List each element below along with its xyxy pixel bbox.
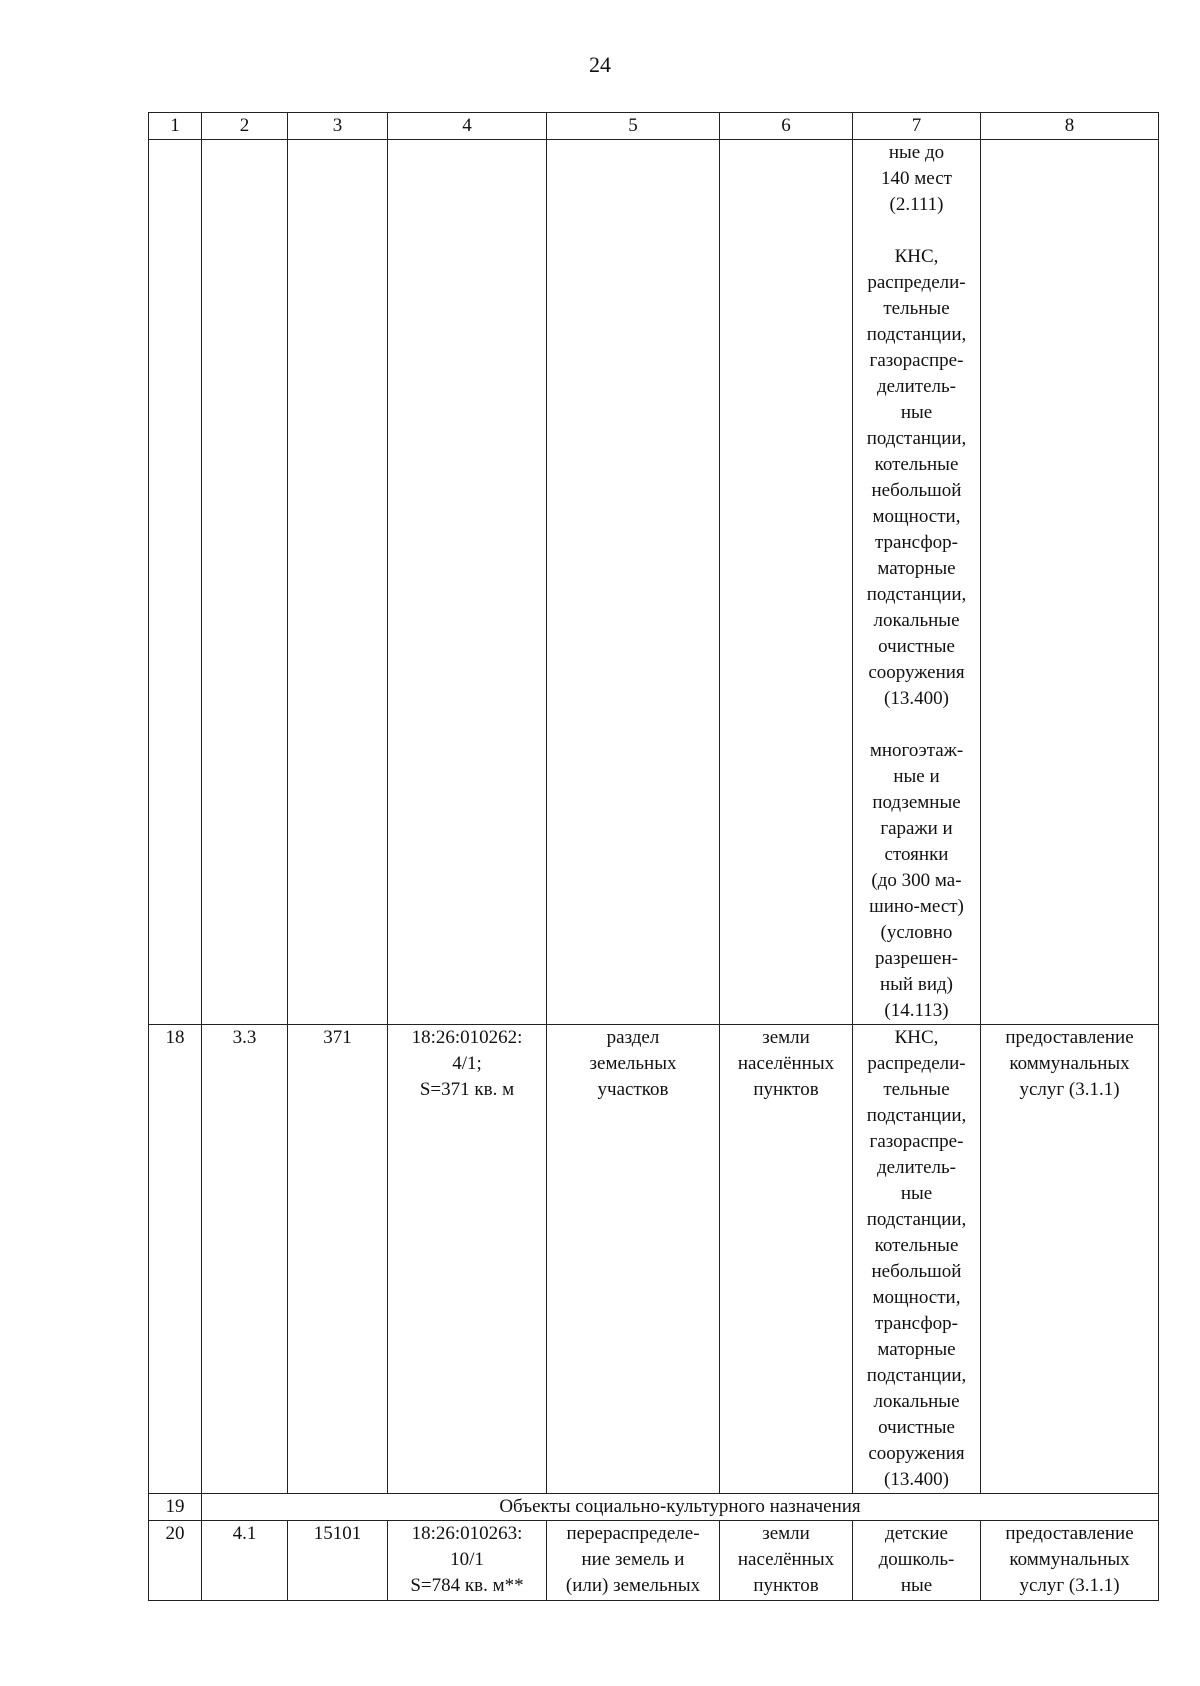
column-number-row [149, 113, 1159, 140]
text-line: локальные [873, 610, 960, 631]
text-line: (14.113) [884, 1000, 949, 1021]
text-line: делитель- [877, 376, 956, 397]
text-line: подстанции, [866, 1365, 967, 1386]
text-line: небольшой [871, 480, 962, 501]
text-line: (2.111) [889, 194, 944, 215]
zone-code: 3.3 [202, 1025, 288, 1494]
land-category-cell [720, 1025, 853, 1494]
text-line: предоставление [1005, 1027, 1134, 1048]
text-line: земли [762, 1027, 810, 1048]
text-line: тельные [883, 298, 950, 319]
text-line: услуг (3.1.1) [1019, 1079, 1120, 1100]
text-line: подстанции, [866, 584, 967, 605]
text-line: небольшой [871, 1261, 962, 1282]
text-line: 4/1; [452, 1053, 482, 1074]
text-line: населённых [737, 1053, 835, 1074]
table-row-20 [149, 1521, 1159, 1601]
text-line: услуг (3.1.1) [1019, 1575, 1120, 1596]
table-cell [388, 140, 547, 1025]
text-line: тельные [883, 1079, 950, 1100]
column-header: 8 [981, 113, 1159, 140]
text-line: многоэтаж- [869, 740, 964, 761]
text-line: сооружения [868, 662, 965, 683]
text-line: ный вид) [880, 974, 953, 995]
table-cell [981, 140, 1159, 1025]
text-line: ные до [888, 142, 945, 163]
text-line: трансфор- [875, 532, 958, 553]
table-cell [288, 140, 388, 1025]
zone-code: 4.1 [202, 1521, 288, 1601]
column-header: 4 [388, 113, 547, 140]
text-line: пунктов [753, 1575, 819, 1596]
text-block [855, 244, 978, 712]
text-line: дошколь- [878, 1549, 955, 1570]
text-line: газораспре- [869, 350, 964, 371]
text-line: ные [900, 1575, 933, 1596]
use-type-cell [981, 1521, 1159, 1601]
permitted-use-cell [853, 140, 981, 1025]
table-cell [202, 140, 288, 1025]
text-line: 18:26:010263: [411, 1523, 523, 1544]
text-line: подстанции, [866, 1105, 967, 1126]
column-header: 7 [853, 113, 981, 140]
row-number: 20 [149, 1521, 202, 1601]
text-line: 10/1 [450, 1549, 484, 1570]
cadastral-cell [388, 1025, 547, 1494]
text-line: маторные [877, 1339, 956, 1360]
text-line: перераспределе- [566, 1523, 700, 1544]
text-line: КНС, [894, 1027, 939, 1048]
procedure-cell [547, 1521, 720, 1601]
table-cell [547, 140, 720, 1025]
column-header: 5 [547, 113, 720, 140]
text-line: предоставление [1005, 1523, 1134, 1544]
text-line: стоянки [884, 844, 949, 865]
column-header: 6 [720, 113, 853, 140]
text-line: подстанции, [866, 428, 967, 449]
text-line: населённых [737, 1549, 835, 1570]
text-line: ние земель и [581, 1549, 685, 1570]
text-line: подстанции, [866, 324, 967, 345]
table-row-18 [149, 1025, 1159, 1494]
permitted-use-cell [853, 1025, 981, 1494]
text-line: маторные [877, 558, 956, 579]
text-line: мощности, [872, 1287, 961, 1308]
text-line: пунктов [753, 1079, 819, 1100]
section-title: Объекты социально-культурного назначения [202, 1494, 1159, 1521]
text-line: детские [885, 1523, 948, 1544]
text-line: очистные [878, 1417, 955, 1438]
text-line: 18:26:010262: [411, 1027, 523, 1048]
text-line: делитель- [877, 1157, 956, 1178]
text-line: шино-мест) [869, 896, 964, 917]
text-line: (или) земельных [565, 1575, 701, 1596]
text-line: гаражи и [880, 818, 953, 839]
text-line: земли [762, 1523, 810, 1544]
row-number: 18 [149, 1025, 202, 1494]
area-value: 371 [288, 1025, 388, 1494]
text-line: (до 300 ма- [871, 870, 962, 891]
text-line: раздел [606, 1027, 660, 1048]
text-line: распредели- [867, 1053, 966, 1074]
column-header: 1 [149, 113, 202, 140]
text-block [855, 738, 978, 1024]
use-type-cell [981, 1025, 1159, 1494]
table-cell [720, 140, 853, 1025]
row-number: 19 [149, 1494, 202, 1521]
text-block [855, 140, 978, 218]
text-line: коммунальных [1009, 1053, 1130, 1074]
text-line: очистные [878, 636, 955, 657]
page-number: 24 [589, 52, 611, 77]
permitted-use-cell [853, 1521, 981, 1601]
land-plots-table [148, 112, 1159, 1601]
section-row-19 [149, 1494, 1159, 1521]
text-line: ные [900, 1183, 933, 1204]
procedure-cell [547, 1025, 720, 1494]
text-line: S=784 кв. м** [410, 1575, 524, 1596]
text-line: коммунальных [1009, 1549, 1130, 1570]
text-line: котельные [874, 1235, 959, 1256]
column-header: 3 [288, 113, 388, 140]
text-line: S=371 кв. м [419, 1079, 515, 1100]
text-line: котельные [874, 454, 959, 475]
text-line: подземные [872, 792, 961, 813]
text-line: участков [597, 1079, 669, 1100]
text-line: ные [900, 402, 933, 423]
text-line: 140 мест [881, 168, 952, 189]
text-line: (13.400) [884, 688, 949, 709]
text-line: (13.400) [884, 1469, 949, 1490]
text-line: трансфор- [875, 1313, 958, 1334]
area-value: 15101 [288, 1521, 388, 1601]
text-line: (условно [880, 922, 953, 943]
text-line: ные и [893, 766, 940, 787]
text-line: земельных [589, 1053, 677, 1074]
table-cell [149, 140, 202, 1025]
text-line: локальные [873, 1391, 960, 1412]
text-line: подстанции, [866, 1209, 967, 1230]
text-line: газораспре- [869, 1131, 964, 1152]
continuation-row [149, 140, 1159, 1025]
land-category-cell [720, 1521, 853, 1601]
column-header: 2 [202, 113, 288, 140]
text-line: распредели- [867, 272, 966, 293]
text-line: КНС, [894, 246, 939, 267]
text-line: сооружения [868, 1443, 965, 1464]
text-line: мощности, [872, 506, 961, 527]
text-line: разрешен- [875, 948, 958, 969]
cadastral-cell [388, 1521, 547, 1601]
